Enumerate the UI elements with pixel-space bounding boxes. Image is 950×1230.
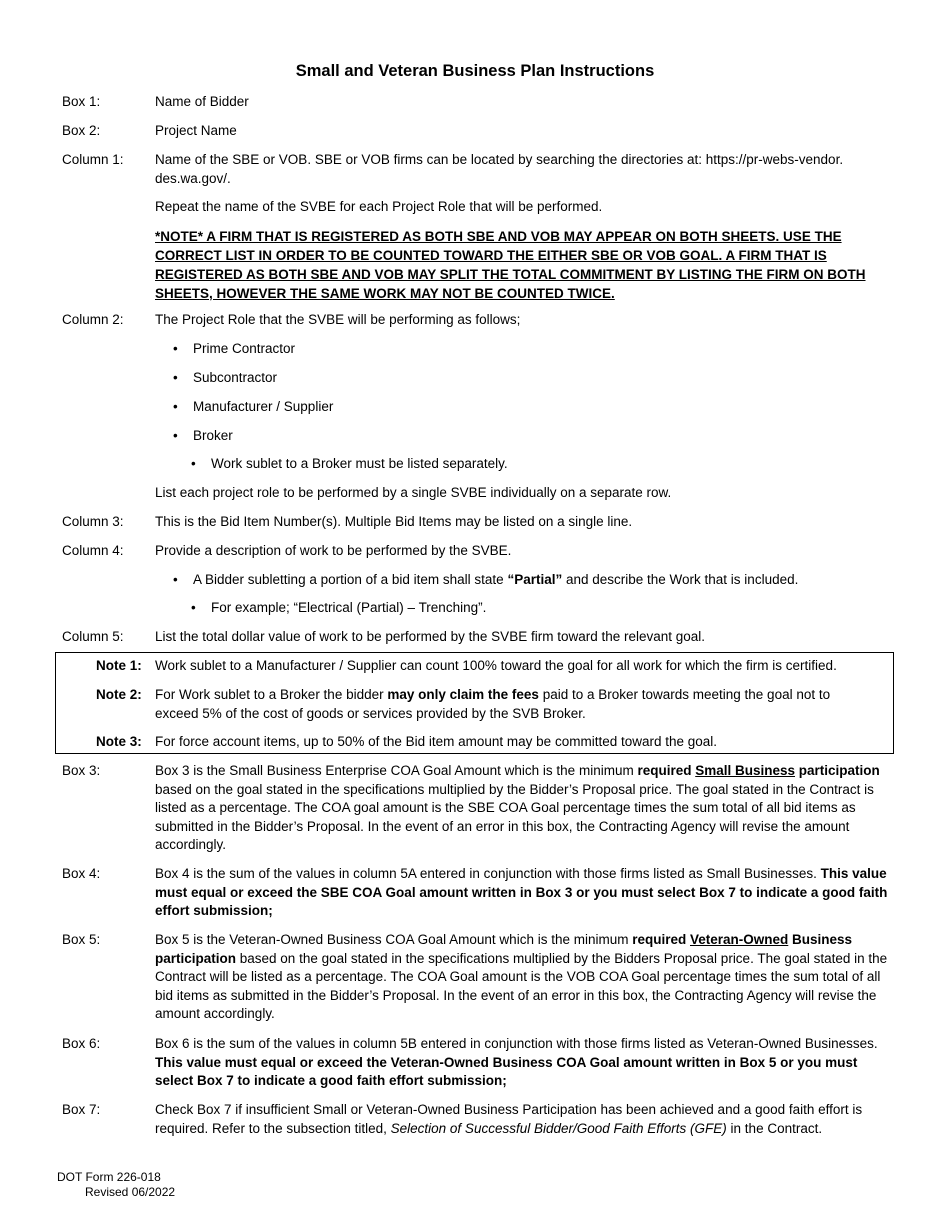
column3-label: Column 3: bbox=[62, 514, 124, 529]
box2-text: Project Name bbox=[155, 123, 237, 138]
column2-label: Column 2: bbox=[62, 312, 124, 327]
column1-repeat-text: Repeat the name of the SVBE for each Project Role that will be performed. bbox=[155, 199, 603, 214]
note3-text: For force account items, up to 50% of the Bid item amount may be committed toward the goal. bbox=[155, 734, 718, 749]
note2-text: For Work sublet to a Broker the bidder may only claim the fees paid to a Broker towards meeting the goal not to exceed 5% of the cost of goods or services provided by the SVB Broker. bbox=[155, 687, 831, 721]
bullet-icon: • bbox=[191, 600, 196, 615]
bullet-icon: • bbox=[173, 428, 178, 443]
column5-text: List the total dollar value of work to be performed by the SVBE firm toward the relevant goal. bbox=[155, 629, 706, 644]
column3-text: This is the Bid Item Number(s). Multiple Bid Items may be listed on a single line. bbox=[155, 514, 633, 529]
column4-bullet: • A Bidder subletting a portion of a bid item shall state “Partial” and describe the Work that is included. bbox=[173, 572, 799, 587]
bullet-icon: • bbox=[173, 572, 178, 587]
box4-label: Box 4: bbox=[62, 866, 101, 881]
column4-label: Column 4: bbox=[62, 543, 124, 558]
box3-label: Box 3: bbox=[62, 763, 101, 778]
revision-date: Revised 06/2022 bbox=[85, 1184, 176, 1199]
box6-text: Box 6 is the sum of the values in column 5B entered in conjunction with those firms listed as Veteran-Owned Businesses. This value must equal or exceed the Veteran-Owned Business COA Goal amount written in Box 5 or you must select Box 7 to indicate a good faith effort submission; bbox=[155, 1036, 878, 1088]
notes-box bbox=[55, 652, 894, 754]
note3-label: Note 3: bbox=[96, 734, 142, 749]
column1-text: Name of the SBE or VOB. SBE or VOB firms can be located by searching the directories at: https://pr-webs-vendor. des.wa.gov/. bbox=[155, 152, 844, 186]
column1-label: Column 1: bbox=[62, 152, 124, 167]
note1-label: Note 1: bbox=[96, 658, 142, 673]
column5-label: Column 5: bbox=[62, 629, 124, 644]
role-item-manufacturer-supplier: • Manufacturer / Supplier bbox=[173, 399, 334, 414]
bullet-icon: • bbox=[191, 456, 196, 471]
role-item-broker: • Broker bbox=[173, 428, 233, 443]
note1-text: Work sublet to a Manufacturer / Supplier can count 100% toward the goal for all work for which the firm is certified. bbox=[155, 658, 837, 673]
column1-note: *NOTE* A FIRM THAT IS REGISTERED AS BOTH SBE AND VOB MAY APPEAR ON BOTH SHEETS. USE THE CORRECT LIST IN ORDER TO BE COUNTED TOWARD THE EITHER SBE OR VOB GOAL. A FIRM THAT IS REGISTERED AS BOTH SBE AND VOB MAY SPLIT THE TOTAL COMMITMENT BY LISTING THE FIRM ON BOTH SHEETS, HOWEVER THE SAME WORK MAY NOT BE COUNTED TWICE. bbox=[155, 229, 866, 301]
bullet-icon: • bbox=[173, 370, 178, 385]
box1-text: Name of Bidder bbox=[155, 94, 249, 109]
box2-label: Box 2: bbox=[62, 123, 101, 138]
column4-example-bullet: • For example; “Electrical (Partial) – Trenching”. bbox=[191, 600, 487, 615]
broker-sub-bullet: • Work sublet to a Broker must be listed separately. bbox=[191, 456, 508, 471]
note2-label: Note 2: bbox=[96, 687, 142, 702]
page-title: Small and Veteran Business Plan Instructions bbox=[295, 62, 655, 80]
role-item-subcontractor: • Subcontractor bbox=[173, 370, 278, 385]
bullet-icon: • bbox=[173, 341, 178, 356]
column2-list-text: List each project role to be performed by a single SVBE individually on a separate row. bbox=[155, 485, 672, 500]
column4-text: Provide a description of work to be performed by the SVBE. bbox=[155, 543, 512, 558]
box7-label: Box 7: bbox=[62, 1102, 101, 1117]
form-footer bbox=[57, 1170, 175, 1199]
form-number: DOT Form 226-018 bbox=[57, 1170, 161, 1184]
box3-text: Box 3 is the Small Business Enterprise COA Goal Amount which is the minimum required Small Business participation based on the goal stated in the specifications multiplied by the Bidder’s Proposal price. The goal stated in the Contract is listed as a percentage. The COA goal amount is the SBE COA Goal percentage times the sum total of all bid items as submitted in the Bidder’s Proposal. In the event of an error in this box, the Contracting Agency will revise the amount accordingly. bbox=[155, 763, 880, 852]
role-item-prime-contractor: • Prime Contractor bbox=[173, 341, 296, 356]
column2-text: The Project Role that the SVBE will be performing as follows; bbox=[155, 312, 521, 327]
box1-label: Box 1: bbox=[62, 94, 101, 109]
box6-label: Box 6: bbox=[62, 1036, 101, 1051]
box4-text: Box 4 is the sum of the values in column 5A entered in conjunction with those firms listed as Small Businesses. This value must equal or exceed the SBE COA Goal amount written in Box 3 or you must select Box 7 to indicate a good faith effort submission; bbox=[155, 866, 888, 918]
bullet-icon: • bbox=[173, 399, 178, 414]
box7-text: Check Box 7 if insufficient Small or Veteran-Owned Business Participation has been achieved and a good faith effort is required. Refer to the subsection titled, Selection of Successful Bidder/Good Faith Efforts (GFE) in the Contract. bbox=[155, 1102, 863, 1136]
box5-text: Box 5 is the Veteran-Owned Business COA Goal Amount which is the minimum required Veteran-Owned Business participation based on the goal stated in the specifications multiplied by the Bidders Proposal price. The goal stated in the Contract will be listed as a percentage. The COA Goal amount is the VOB COA Goal percentage times the sum total of all bid items as submitted in the Bidder’s Proposal. In the event of an error in this box, the Contracting Agency will revise the amount accordingly. bbox=[155, 932, 888, 1021]
box5-label: Box 5: bbox=[62, 932, 101, 947]
